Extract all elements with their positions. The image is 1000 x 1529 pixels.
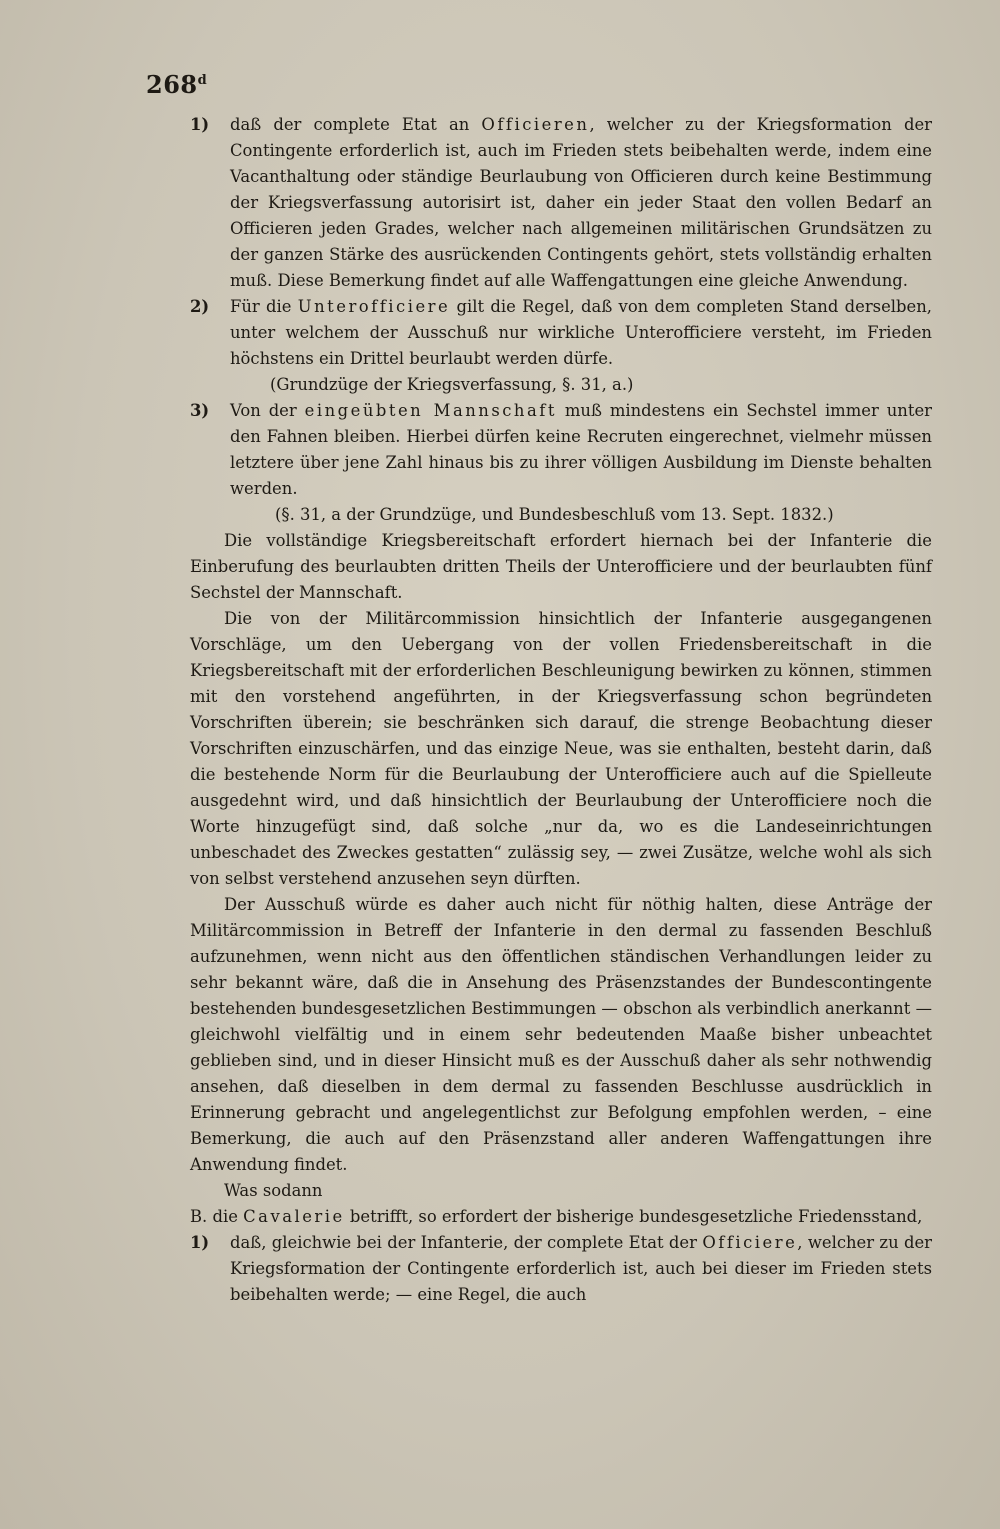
item-text: Für die Unterofficiere gilt die Regel, daß von dem completen Stand derselben, unter welchem der Ausschuß nur wirkliche Unterofficiere versteht, im Frieden höchstens ein Drittel beurlaubt werden dürfe. — [230, 297, 932, 368]
emphasis-spaced: Officiere — [702, 1233, 798, 1252]
page-number-suffix: d — [197, 73, 208, 88]
body-text — [190, 112, 932, 1308]
paragraph: Der Ausschuß würde es daher auch nicht für nöthig halten, diese Anträge der Militärcommission in Betreff der Infanterie in den dermal zu fassenden Beschluß aufzunehmen, wenn nicht aus den öffentlichen ständischen Verhandlungen leider zu sehr bekannt wäre, daß die in Ansehung des Präsenzstandes der Bundescontingente bestehenden bundesgesetzlichen Bestimmungen — obschon als verbindlich anerkannt — gleichwohl vielfältig und in einem sehr bedeutenden Maaße bisher unbeachtet geblieben sind, und in dieser Hinsicht muß es der Ausschuß daher als sehr nothwendig ansehen, daß dieselben in dem dermal zu fassenden Beschlusse ausdrücklich in Erinnerung gebracht und angelegentlichst zur Befolgung empfohlen werden, – eine Bemerkung, die auch auf den Präsenzstand aller anderen Waffengattungen ihre Anwendung findet. — [190, 895, 932, 1174]
citation: (Grundzüge der Kriegsverfassung, §. 31, a.) — [270, 375, 634, 394]
paragraph: Die vollständige Kriegsbereitschaft erfordert hiernach bei der Infanterie die Einberufung des beurlaubten dritten Theils der Unterofficiere und der beurlaubten fünf Sechstel der Mannschaft. — [190, 531, 932, 602]
list-item — [190, 112, 932, 294]
emphasis-spaced: Officieren — [481, 115, 590, 134]
item-number: 3) — [190, 401, 210, 420]
section-heading-b: B. die Cavalerie betrifft, so erfordert der bisherige bundesgesetzliche Friedensstand, — [190, 1207, 923, 1226]
paragraph: Was sodann — [224, 1181, 323, 1200]
item-number: 1) — [190, 115, 210, 134]
citation: (§. 31, a der Grundzüge, und Bundesbeschluß vom 13. Sept. 1832.) — [275, 505, 834, 524]
emphasis-spaced: eingeübten Mannschaft — [304, 401, 557, 420]
emphasis-spaced: Cavalerie — [243, 1207, 345, 1226]
list-item — [190, 294, 932, 372]
page-number — [146, 70, 207, 99]
page-number-value: 268 — [146, 70, 198, 99]
paragraph: Die von der Militärcommission hinsichtlich der Infanterie ausgegangenen Vorschläge, um den Uebergang von der vollen Friedensbereitschaft in die Kriegsbereitschaft mit der erforderlichen Beschleunigung bewirken zu können, stimmen mit den vorstehend angeführten, in der Kriegsverfassung schon begründeten Vorschriften überein; sie beschränken sich darauf, die strenge Beobachtung dieser Vorschriften einzuschärfen, und das einzige Neue, was sie enthalten, besteht darin, daß die bestehende Norm für die Beurlaubung der Unterofficiere auch auf die Spielleute ausgedehnt wird, und daß hinsichtlich der Beurlaubung der Unterofficiere noch die Worte hinzugefügt sind, daß solche „nur da, wo es die Landeseinrichtungen unbeschadet des Zweckes gestatten“ zulässig sey, — zwei Zusätze, welche wohl als sich von selbst verstehend anzusehen seyn dürften. — [190, 609, 932, 888]
item-text: daß, gleichwie bei der Infanterie, der complete Etat der Officiere, welcher zu der Kriegsformation der Contingente erforderlich ist, auch bei dieser im Frieden stets beibehalten werde; — eine Regel, die auch — [230, 1233, 932, 1304]
item-number: 2) — [190, 297, 210, 316]
item-text: Von der eingeübten Mannschaft muß mindestens ein Sechstel immer unter den Fahnen bleiben. Hierbei dürfen keine Recruten eingerechnet, vielmehr müssen letztere über jene Zahl hinaus bis zu ihrer völligen Ausbildung im Dienste behalten werden. — [230, 401, 932, 498]
list-item — [190, 1230, 932, 1308]
list-item — [190, 398, 932, 502]
item-text: daß der complete Etat an Officieren, welcher zu der Kriegsformation der Contingente erforderlich ist, auch im Frieden stets beibehalten werde, indem eine Vacanthaltung oder ständige Beurlaubung von Officieren durch keine Bestimmung der Kriegsverfassung autorisirt ist, daher ein jeder Staat den vollen Bedarf an Officieren jeden Grades, welcher nach allgemeinen militärischen Grundsätzen zu der ganzen Stärke des ausrückenden Contingents gehört, stets vollständig erhalten muß. Diese Bemerkung findet auf alle Waffengattungen eine gleiche Anwendung. — [230, 115, 932, 290]
item-number: 1) — [190, 1233, 210, 1252]
emphasis-spaced: Unterofficiere — [297, 297, 451, 316]
